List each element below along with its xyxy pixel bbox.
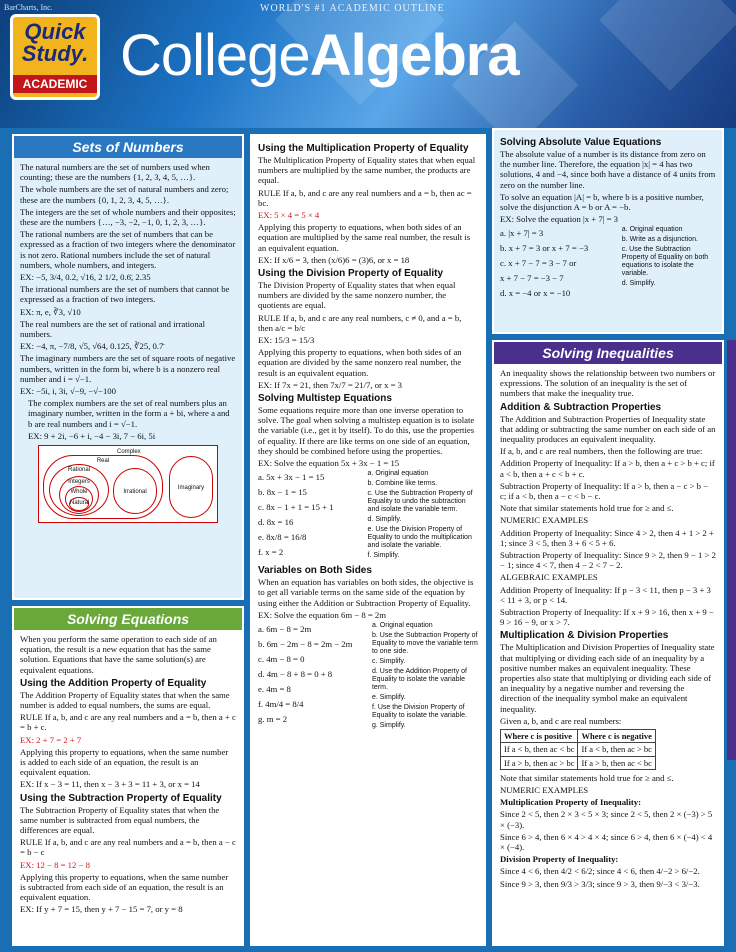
logo-line2: Study. [21,41,89,66]
addition-property-text: The Addition Property of Equality states that when the same number is added to equal numbers, the sums are equal. [20,689,230,711]
addition-property-inequality: Addition Property of Inequality: If a > b, then a + c > b + c; if a < b, then a + c < b + c. [500,458,715,479]
venn-real-label: Real [96,458,110,465]
multiplication-property-text: The Multiplication Property of Equality states that when equal numbers are multiplied by the same number, the products are equal. [258,155,476,186]
venn-irrational [113,468,157,514]
addition-example: EX: 2 + 7 = 2 + 7 [20,734,82,745]
title-word1: College [120,23,310,88]
division-rule: RULE If a, b, and c are any real numbers, c ≠ 0, and a = b, then a/c = b/c [258,312,462,333]
algebraic-example-1: Addition Property of Inequality: If p − 3 < 11, then p − 3 + 3 < 11 + 3, or p < 14. [500,584,711,605]
step: b. 6m − 2m − 8 = 2m − 2m [258,639,353,650]
step: d. 4m − 8 + 8 = 0 + 8 [258,669,333,680]
addition-property-heading: Using the Addition Property of Equality [20,677,207,689]
step-note: e. Simplify. [371,694,406,702]
step: c. 4m − 8 = 0 [258,654,305,665]
venn-integers-label: Integers [68,479,90,486]
real-example: EX: −4, π, −7/8, √5, √64, 0.125, ∛25, 0.7̄ [20,341,164,352]
division-example-1: Since 4 < 6, then 4/2 < 6/2; since 4 < 6, then 4/−2 > 6/−2. [500,866,700,877]
publisher-text: BarCharts, Inc. [4,3,53,12]
sets-title: Sets of Numbers [14,136,242,158]
step-note: a. Original equation [621,226,683,234]
step-note: c. Simplify. [371,658,406,666]
step-note: d. Use the Addition Property of Equality to isolate the variable term. [371,668,467,692]
real-numbers: The real numbers are the set of rational and irrational numbers. [20,318,206,340]
step: f. 4m/4 = 8/4 [258,699,304,710]
page-title [120,22,519,89]
numeric-example-2: Subtraction Property of Inequality: Since 9 > 2, then 9 − 1 > 2 − 1; since 4 < 7, then 4 − 2 < 7 − 2. [500,550,716,571]
step-note: b. Use the Subtraction Property of Equality to move the variable term to one side. [371,632,478,656]
subtraction-property-heading: Using the Subtraction Property of Equality [20,792,222,804]
addition-example2: EX: If x − 3 = 11, then x − 3 + 3 = 11 + 3, or x = 14 [20,779,200,790]
step: e. 4m = 8 [258,684,291,695]
step: d. 8x = 16 [258,517,294,528]
complex-numbers: The complex numbers are the set of real numbers plus an imaginary number, written in the form a + bi, where a and b are real numbers and i = √−1. [28,398,230,429]
step-note: e. Use the Division Property of Equality to undo the multiplication and isolate the variable. [367,526,472,550]
venn-irrational-label: Irrational [123,489,147,496]
multiplication-example-2: Since 6 > 4, then 6 × 4 > 4 × 4; since 6 > 4, then 6 × (−4) < 4 × (−4). [500,831,713,852]
solving-intro: When you perform the same operation to each side of an equation, the result is a new equation that has the same solution. Equations that have the same solution(s) are equivalent equations. [20,634,217,675]
venn-complex-label: Complex [117,449,141,456]
natural-numbers: The natural numbers are the set of numbers used when counting; these are the numbers {1, 2, 3, 4, 5, …}. [20,162,210,183]
step-note: d. Simplify. [621,280,656,288]
logo-line3: ACADEMIC [13,75,97,93]
title-word2: Algebra [309,23,519,88]
step-note: c. Use the Subtraction Property of Equality to undo the subtraction and isolate the variable term. [367,490,473,514]
numeric-examples-label2: NUMERIC EXAMPLES [500,784,589,795]
venn-rational-label: Rational [67,467,90,474]
sets-of-numbers-panel [12,134,244,600]
add-sub-heading: Addition & Subtraction Properties [500,401,662,413]
both-sides-steps [258,622,478,732]
table-cell: If a < b, then ac > bc [578,743,655,756]
multistep-text: Some equations require more than one inverse operation to solve. The goal when solving a multistep equation is to isolate the variable (i.e., get it by itself). To do this, use the properties of equality. If there are like terms on one side of an equation, they should be combined before using the properties. [258,405,475,456]
multiplication-property-heading: Using the Multiplication Property of Equality [258,143,469,154]
step: a. 6m − 8 = 2m [258,624,312,635]
division-example2: EX: If 7x = 21, then 7x/7 = 21/7, or x = 3 [258,379,403,390]
table-header: Where c is positive [501,730,578,743]
subtraction-example2: EX: If y + 7 = 15, then y + 7 − 15 = 7, or y = 8 [20,904,183,915]
solving-title: Solving Equations [14,608,242,630]
table-cell: If a < b, then ac < bc [501,743,578,756]
quickstudy-logo [10,14,100,100]
inequalities-panel [492,340,724,946]
division-apply: Applying this property to equations, when both sides of an equation are divided by the same nonzero real number, the result is an equivalent equation. [258,347,462,378]
multiplication-rule: RULE If a, b, and c are any real numbers and a = b, then ac = bc. [258,187,472,208]
solving-equations-panel [12,606,244,946]
both-sides-text: When an equation has variables on both sides, the objective is to get all variable terms on the same side of the equation by using either the Addition or Subtraction Property of Equality. [258,577,474,608]
both-sides-example: EX: Solve the equation 6m − 8 = 2m [258,609,387,620]
add-sub-text: The Addition and Subtraction Properties of Inequality state that adding or subtracting the same number on each side of an inequality produces an equivalent inequality. [500,413,716,445]
step-note: c. Use the Subtraction Property of Equality on both equations to isolate the variable. [621,246,709,278]
absolute-value-example: EX: Solve the equation |x + 7| = 3 [500,214,618,225]
step: g. m = 2 [258,714,288,725]
numeric-examples-label: NUMERIC EXAMPLES [500,515,589,526]
note2: Note that similar statements hold true for ≥ and ≤. [500,772,674,783]
multiplication-property-label: Multiplication Property of Inequality: [500,797,642,808]
sign-rules-table [500,729,656,770]
algebraic-examples-label: ALGEBRAIC EXAMPLES [500,572,598,583]
number-set-venn-diagram [38,445,218,523]
table-cell: If a > b, then ac > bc [501,756,578,769]
addition-apply: Applying this property to equations, when the same number is added to each side of an equation, the result is an equivalent equation. [20,746,229,778]
step: a. |x + 7| = 3 [500,228,544,239]
imaginary-example: EX: −5i, i, 3i, √−9, −√−100 [20,386,116,397]
step: e. 8x/8 = 16/8 [258,532,307,543]
subtraction-example: EX: 12 − 8 = 12 − 8 [20,859,90,870]
step: d. x = −4 or x = −10 [500,288,571,299]
venn-imaginary [169,456,213,518]
multiplication-example2: EX: If x/6 = 3, then (x/6)6 = (3)6, or x = 18 [258,254,410,265]
absolute-value-text: The absolute value of a number is its distance from zero on the number line. Therefore, the equation |x| = 4 has two solutions, 4 and −4, since both have a distance of 4 units from zero on the number line. [500,149,716,190]
rational-example: EX: −5, 3/4, 0.2, √16, 2 1/2, 0.6̄, 2.35 [20,272,151,283]
division-property-text: The Division Property of Equality states that when equal numbers are divided by the same nonzero number, the quotients are equal. [258,280,456,311]
mult-div-heading: Multiplication & Division Properties [500,630,669,642]
absolute-value-steps [500,226,716,301]
note: Note that similar statements hold true for ≥ and ≤. [500,503,674,514]
step: b. 8x − 1 = 15 [258,487,307,498]
absolute-value-text2: To solve an equation |A| = b, where b is a positive number, solve the disjunction A = b or A = −b. [500,191,704,213]
absolute-value-panel [492,128,724,334]
venn-imaginary-label: Imaginary [177,485,205,492]
inequalities-intro: An inequality shows the relationship between two numbers or expressions. The solution of an inequality is the set of numbers that make the inequality true. [500,368,716,399]
both-sides-heading: Variables on Both Sides [258,565,372,577]
step-note: b. Combine like terms. [367,480,438,488]
header-banner [0,0,736,128]
step-note: a. Original equation [367,470,429,478]
middle-column-panel [250,134,486,946]
step-note: f. Simplify. [367,552,400,560]
step: a. 5x + 3x − 1 = 15 [258,472,325,483]
step-note: f. Use the Division Property of Equality to isolate the variable. [371,704,467,720]
multiplication-example-1: Since 2 < 5, then 2 × 3 < 5 × 3; since 2 < 5, then 2 × (−3) > 5 × (−3). [500,809,713,830]
step: c. x + 7 − 7 = 3 − 7 or [500,258,577,269]
step-note: a. Original equation [371,622,433,630]
subtraction-rule: RULE If a, b, and c are any real numbers and a = b, then a − c = b − c [20,837,236,858]
add-sub-given: If a, b, and c are real numbers, then the following are true: [500,446,703,457]
multiplication-apply: Applying this property to equations, when both sides of an equation are multiplied by the same real number, the result is an equivalent equation. [258,222,471,253]
multiplication-example: EX: 5 × 4 = 5 × 4 [258,210,320,221]
side-tab [727,340,736,760]
venn-natural [69,497,89,511]
step: x + 7 − 7 = −3 − 7 [500,273,564,284]
subtraction-apply: Applying this property to equations, when the same number is subtracted from each side of an equation, the result is an equivalent equation. [20,871,229,903]
subtraction-property-text: The Subtraction Property of Equality states that when the same number is subtracted from equal numbers, the differences are equal. [20,804,220,836]
subtraction-property-inequality: Subtraction Property of Inequality: If a > b, then a − c > b − c; if a < b, then a − c < b − c. [500,480,709,502]
algebraic-example-2: Subtraction Property of Inequality: If x + 9 > 16, then x + 9 − 9 > 16 − 9, or x > 7. [500,607,714,628]
rational-numbers: The rational numbers are the set of numbers that can be expressed as a fraction of two integers where the denominator is not zero. Rational numbers include the set of natural numbers, whole numbers, and integers. [20,229,236,270]
step: c. 8x − 1 + 1 = 15 + 1 [258,502,334,513]
step: f. x = 2 [258,547,284,558]
mult-div-given: Given a, b, and c are real numbers: [500,715,622,726]
multistep-heading: Solving Multistep Equations [258,393,392,405]
logo-line1: Quick [24,19,86,44]
step-note: g. Simplify. [371,722,406,730]
complex-example: EX: 9 + 2i, −6 + i, −4 − 3i, 7 − 6i, 5i [28,430,156,441]
venn-whole-label: Whole [70,489,88,496]
numeric-example-1: Addition Property of Inequality: Since 4 > 2, then 4 + 1 > 2 + 1; since 3 < 5, then 3 + 6 < 5 + 6. [500,527,714,548]
absolute-value-heading: Solving Absolute Value Equations [500,137,662,148]
step-note: b. Write as a disjunction. [621,236,698,244]
table-cell: If a > b, then ac < bc [578,756,655,769]
decor-shape [599,0,736,91]
multistep-steps [258,470,478,562]
step-note: d. Simplify. [367,516,402,524]
mult-div-text: The Multiplication and Division Properties of Inequality state that multiplying or dividing each side of an inequality by a positive number makes an equivalent inequality. These properties also state that multiplying or dividing each side of an inequality by a negative number and reversing the direction of the inequality symbol make an equivalent inequality. [500,642,715,714]
irrational-example: EX: π, e, ∛3, √10 [20,306,81,317]
division-property-heading: Using the Division Property of Equality [258,268,444,280]
division-example: EX: 15/3 = 15/3 [258,335,315,346]
division-property-label: Division Property of Inequality: [500,854,619,865]
venn-natural-label: Natural [70,500,90,507]
whole-numbers: The whole numbers are the set of natural numbers and zero; these are the numbers {0, 1, 2, 3, 4, 5, …}. [20,184,229,205]
irrational-numbers: The irrational numbers are the set of numbers that cannot be expressed as a fraction of two integers. [20,284,230,305]
step: b. x + 7 = 3 or x + 7 = −3 [500,243,589,254]
multistep-example: EX: Solve the equation 5x + 3x − 1 = 15 [258,458,400,469]
table-header: Where c is negative [578,730,655,743]
addition-rule: RULE If a, b, and c are any real numbers and a = b, then a + c = b + c. [20,712,236,733]
imaginary-numbers: The imaginary numbers are the set of square roots of negative numbers, written in the form bi, where b is a nonzero real number and i = √−1. [20,353,236,384]
integers: The integers are the set of whole numbers and their opposites; these are the numbers {…, −3, −2, −1, 0, 1, 2, 3, …}. [20,206,236,228]
inequalities-title: Solving Inequalities [494,342,722,364]
division-example-2: Since 9 > 3, then 9/3 > 3/3; since 9 > 3, then 9/−3 < 3/−3. [500,878,700,889]
tagline: WORLD'S #1 ACADEMIC OUTLINE [260,3,445,14]
